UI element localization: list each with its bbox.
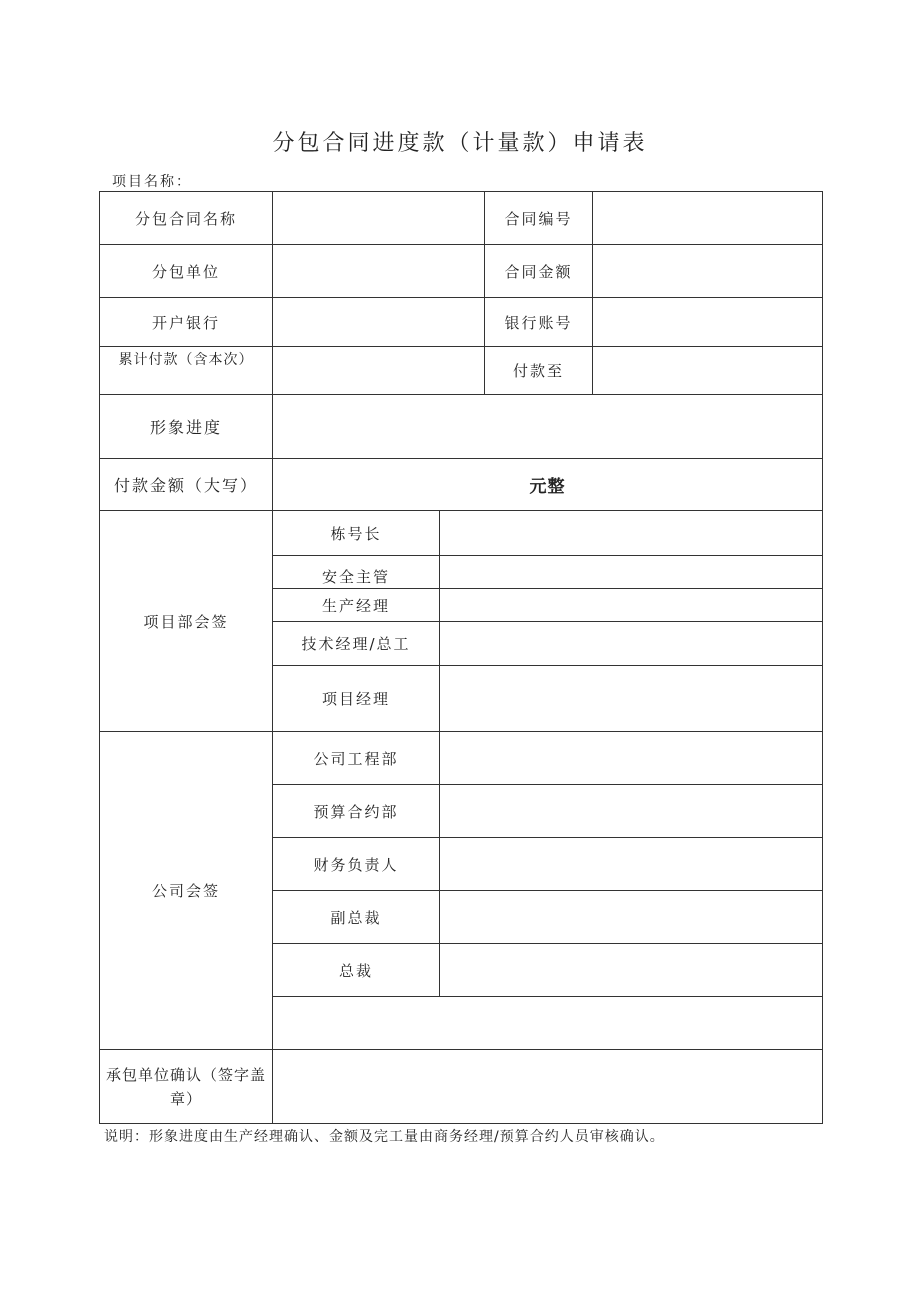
- amount-caps-label: 付款金额（大写）: [100, 459, 273, 511]
- table-row: [100, 347, 823, 395]
- contract-no-field[interactable]: [593, 192, 823, 245]
- company-role-signature[interactable]: [440, 891, 823, 944]
- paid-to-label: 付款至: [485, 347, 593, 395]
- company-signoff-label: 公司会签: [100, 732, 273, 1050]
- contract-no-label: 合同编号: [485, 192, 593, 245]
- application-form-table: [99, 191, 823, 1124]
- table-row: [100, 298, 823, 347]
- company-role-label: 总裁: [273, 944, 440, 997]
- subcontractor-label: 分包单位: [100, 245, 273, 298]
- company-role-signature[interactable]: [440, 944, 823, 997]
- progress-label: 形象进度: [100, 395, 273, 459]
- project-role-label: 生产经理: [273, 589, 440, 622]
- form-note: 说明：形象进度由生产经理确认、金额及完工量由商务经理/预算合约人员审核确认。: [104, 1129, 665, 1145]
- paid-to-field[interactable]: [593, 347, 823, 395]
- account-field[interactable]: [593, 298, 823, 347]
- project-role-label: 栋号长: [273, 511, 440, 556]
- company-role-label: 预算合约部: [273, 785, 440, 838]
- bank-label: 开户银行: [100, 298, 273, 347]
- company-role-label: 财务负责人: [273, 838, 440, 891]
- bank-field[interactable]: [273, 298, 485, 347]
- project-name-label: 项目名称：: [112, 174, 192, 190]
- contract-amount-label: 合同金额: [485, 245, 593, 298]
- company-role-signature[interactable]: [440, 785, 823, 838]
- project-role-signature[interactable]: [440, 666, 823, 732]
- account-label: 银行账号: [485, 298, 593, 347]
- contract-name-field[interactable]: [273, 192, 485, 245]
- table-row: [100, 1050, 823, 1124]
- contractor-confirm-field[interactable]: [273, 1050, 823, 1124]
- table-row: [100, 192, 823, 245]
- table-row: [100, 459, 823, 511]
- amount-caps-suffix: 元整: [529, 477, 566, 497]
- project-role-label: 技术经理/总工: [273, 622, 440, 666]
- company-role-signature[interactable]: [440, 732, 823, 785]
- company-role-signature[interactable]: [440, 838, 823, 891]
- subcontractor-field[interactable]: [273, 245, 485, 298]
- company-extra-field[interactable]: [273, 997, 823, 1050]
- project-role-signature[interactable]: [440, 556, 823, 589]
- cumulative-payment-field[interactable]: [273, 347, 485, 395]
- contract-name-label: 分包合同名称: [100, 192, 273, 245]
- project-role-label: 项目经理: [273, 666, 440, 732]
- table-row: [100, 245, 823, 298]
- table-row: [100, 511, 823, 556]
- amount-caps-field[interactable]: [273, 459, 823, 511]
- project-signoff-label: 项目部会签: [100, 511, 273, 732]
- project-role-signature[interactable]: [440, 511, 823, 556]
- table-row: [100, 395, 823, 459]
- project-role-signature[interactable]: [440, 589, 823, 622]
- company-role-label: 副总裁: [273, 891, 440, 944]
- cumulative-payment-label: 累计付款（含本次）: [100, 347, 273, 395]
- project-role-signature[interactable]: [440, 622, 823, 666]
- contract-amount-field[interactable]: [593, 245, 823, 298]
- form-title: 分包合同进度款（计量款）申请表: [272, 131, 648, 156]
- progress-field[interactable]: [273, 395, 823, 459]
- company-role-label: 公司工程部: [273, 732, 440, 785]
- project-role-label: 安全主管: [273, 556, 440, 589]
- contractor-confirm-label: 承包单位确认（签字盖章）: [100, 1050, 273, 1124]
- table-row: [100, 732, 823, 785]
